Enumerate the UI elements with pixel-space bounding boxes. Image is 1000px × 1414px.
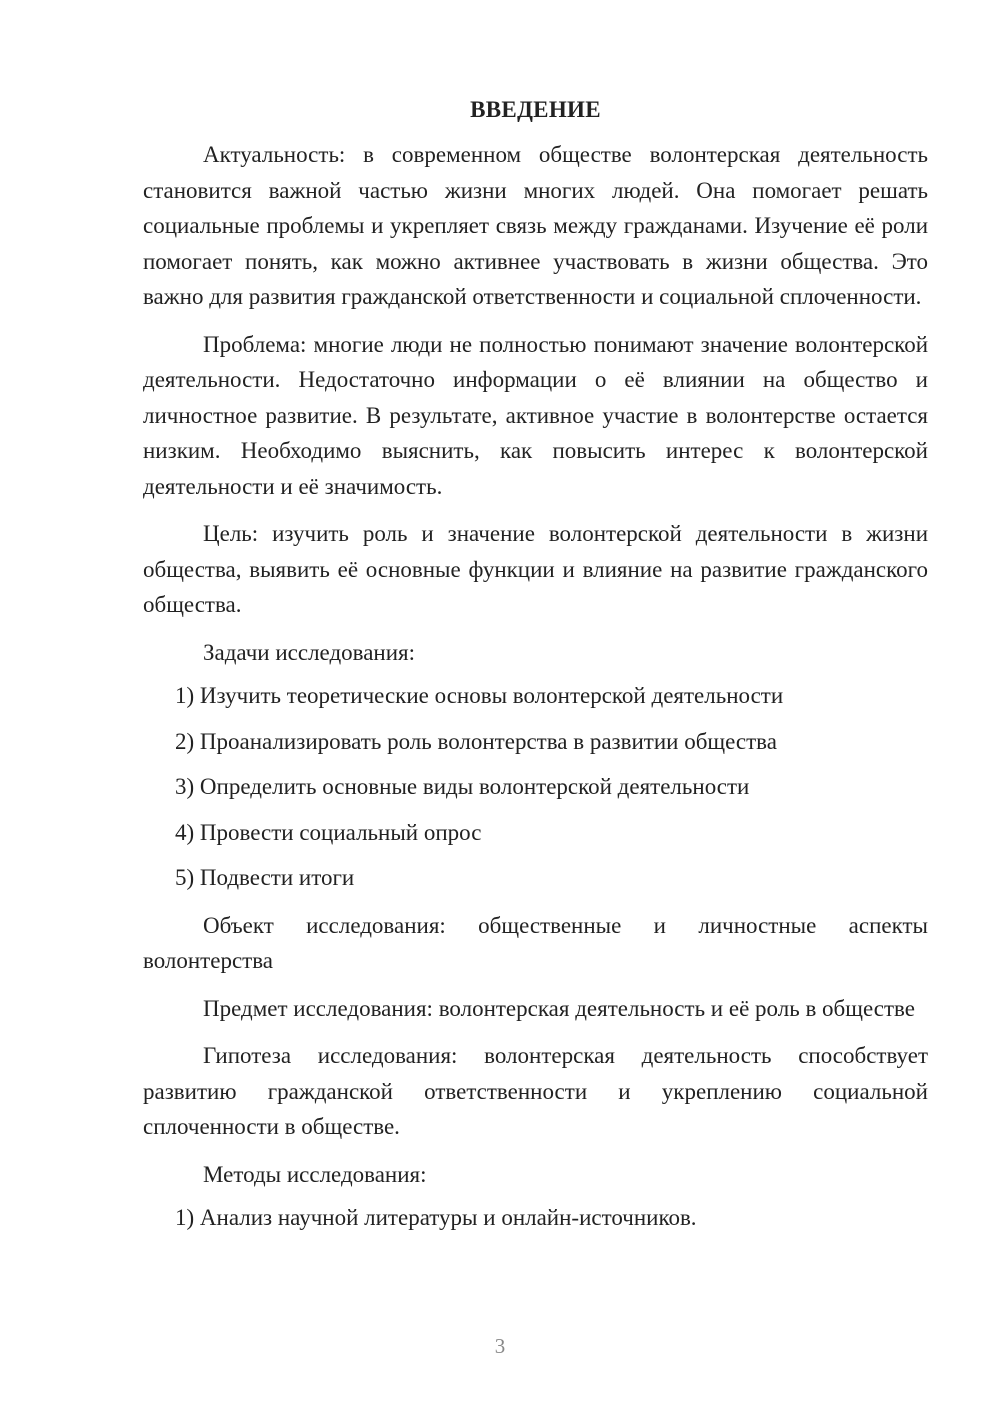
subject-paragraph: Предмет исследования: волонтерская деятельность и её роль в обществе (203, 995, 915, 1021)
relevance-paragraph: Актуальность: в современном обществе волонтерская деятельность становится важной частью жизни многих людей. Она помогает решать социальные проблемы и укрепляет связь между гражданами. Изучение её роли помогает понять, как можно активнее участвовать в жизни общества. Это важно для развития гражданской ответственности и социальной сплоченности. (143, 142, 928, 309)
goal-paragraph: Цель: изучить роль и значение волонтерской деятельности в жизни общества, выявить её основные функции и влияние на развитие гражданского общества. (143, 521, 928, 617)
task-item-5: 5) Подвести итоги (175, 865, 355, 890)
page-number: 3 (494, 1334, 506, 1358)
page-title: ВВЕДЕНИЕ (470, 97, 601, 122)
object-paragraph: Объект исследования: общественные и личностные аспекты волонтерства (143, 912, 928, 973)
method-item-1: 1) Анализ научной литературы и онлайн-источников. (175, 1205, 697, 1230)
task-item-3: 3) Определить основные виды волонтерской деятельности (175, 774, 750, 799)
task-item-1: 1) Изучить теоретические основы волонтерской деятельности (175, 683, 784, 708)
hypothesis-paragraph: Гипотеза исследования: волонтерская деятельность способствует развитию гражданской ответственности и укреплению социальной сплоченности в обществе. (143, 1043, 928, 1139)
task-item-2: 2) Проанализировать роль волонтерства в развитии общества (175, 728, 777, 754)
tasks-heading: Задачи исследования: (203, 639, 416, 665)
methods-heading: Методы исследования: (203, 1161, 427, 1187)
task-item-4: 4) Провести социальный опрос (175, 819, 482, 845)
document-page (143, 94, 928, 1236)
problem-paragraph: Проблема: многие люди не полностью понимают значение волонтерской деятельности. Недостаточно информации о её влиянии на общество и личностное развитие. В результате, активное участие в волонтерстве остается низким. Необходимо выяснить, как повысить интерес к волонтерской деятельности и её значимость. (143, 331, 928, 499)
